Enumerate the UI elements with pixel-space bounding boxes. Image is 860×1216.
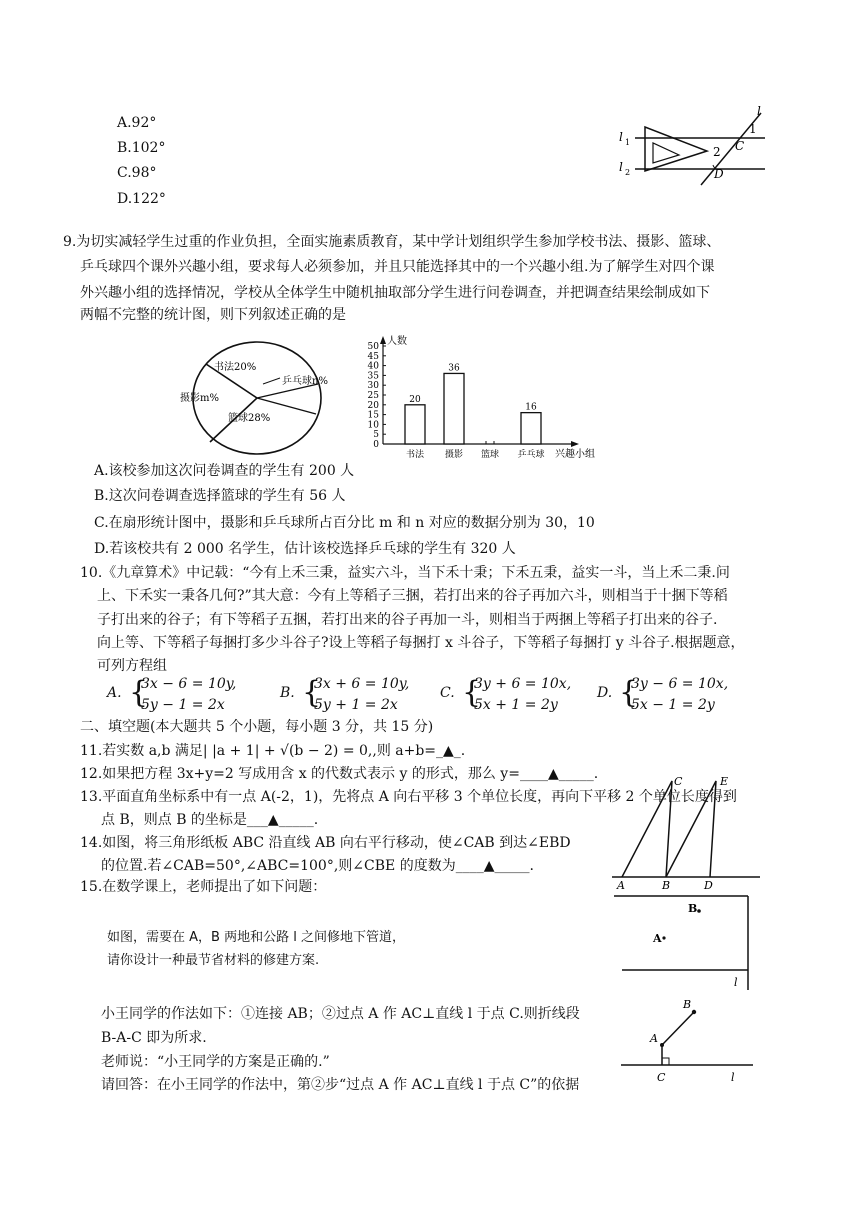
q9-line-2: 乒乓球四个课外兴趣小组，要求每人必须参加，并且只能选择其中的一个兴趣小组.为了解学生对四个课: [80, 259, 715, 275]
bar-category-label: 摄影: [444, 450, 464, 460]
q8-figure: [615, 105, 775, 190]
bar-1: [444, 373, 464, 444]
q11: 11.若实数 a,b 满足| |a + 1| + √(b − 2) = 0,,则 a+b=_▲_.: [80, 743, 466, 759]
q15-ask: 请回答：在小王同学的作法中，第②步“过点 A 作 AC⊥直线 l 于点 C”的依据: [101, 1077, 580, 1093]
q10-line-5: 可列方程组: [97, 658, 167, 674]
q8-label-l2: l: [619, 160, 623, 174]
q8-label-l: l: [757, 105, 761, 118]
q10-option-b: B. { 3x + 6 = 10y, 5y + 1 = 2x: [280, 675, 410, 713]
bar-xlabel: 兴趣小组: [555, 449, 595, 460]
q15-map-point-b: B: [688, 902, 698, 915]
q9-option-d: D.若该校共有 2 000 名学生，估计该校选择乒乓球的学生有 320 人: [94, 541, 516, 557]
q9-line-4: 两幅不完整的统计图，则下列叙述正确的是: [80, 307, 346, 323]
q15-box-line-1: 如图，需要在 A，B 两地和公路 l 之间修地下管道，: [107, 930, 405, 945]
q10-option-c: C. { 3y + 6 = 10x, 5x + 1 = 2y: [440, 675, 572, 713]
pie-label-pingpong: 乒乓球n%: [282, 376, 328, 387]
bar-data-label: 20: [409, 394, 421, 405]
bar-data-label: 36: [448, 363, 460, 374]
bar-ytick-label: 5: [373, 430, 379, 441]
bar-ytick-label: 25: [367, 391, 379, 401]
q15-map-figure: [612, 892, 760, 992]
q8-label-l1-sub: 1: [625, 138, 631, 147]
q15-box-line-2: 请你设计一种最节省材料的修建方案.: [107, 953, 320, 968]
bar-ytick-label: 50: [367, 342, 379, 352]
pie-label-sheying: 摄影m%: [180, 393, 219, 404]
q10-option-a: A. { 3x − 6 = 10y, 5y − 1 = 2x: [107, 675, 237, 713]
q15-fig-line-l: l: [731, 1071, 735, 1084]
bar-ytick-label: 40: [367, 361, 379, 372]
q9-line-3: 外兴趣小组的选择情况，学校从全体学生中随机抽取部分学生进行问卷调查，并把调查结果绘制成如下: [80, 285, 710, 301]
q9-option-c: C.在扇形统计图中，摄影和乒乓球所占百分比 m 和 n 对应的数据分别为 30，10: [94, 515, 595, 531]
bar-ytick-label: 20: [367, 400, 379, 411]
q15-construction-figure: [617, 995, 757, 1085]
q14-line-2: 的位置.若∠CAB=50°,∠ABC=100°,则∠CBE 的度数为____▲_____.: [101, 858, 534, 874]
q14-line-1: 14.如图，将三角形纸板 ABC 沿直线 AB 向右平行移动，使∠CAB 到达∠EBD: [80, 835, 571, 851]
q10-line-1: 10.《九章算术》中记载：“今有上禾三秉，益实六斗，当下禾十秉；下禾五秉，益实一斗，当上禾二秉.问: [80, 565, 730, 581]
q15-map-road-l: l: [734, 976, 738, 989]
q15-method-line-1: 小王同学的作法如下：①连接 AB；②过点 A 作 AC⊥直线 l 于点 C.则折线段: [101, 1006, 580, 1022]
q14-point-e: E: [720, 775, 729, 788]
q8-point-c: C: [735, 139, 745, 153]
q10-option-d: D. { 3y − 6 = 10x, 5x − 1 = 2y: [597, 675, 729, 713]
bar-category-label: 乒乓球: [517, 450, 545, 460]
q14-point-b: B: [662, 879, 671, 892]
bar-ytick-label: 10: [367, 420, 379, 431]
q8-option-a: A.92°: [117, 115, 157, 131]
q14-point-d: D: [704, 879, 713, 892]
q8-label-l1: l: [619, 130, 623, 144]
q8-option-c: C.98°: [117, 165, 157, 181]
bar-data-label: 16: [525, 402, 537, 413]
bar-ylabel: 人数: [387, 336, 407, 347]
q15-method-line-2: B-A-C 即为所求.: [101, 1030, 207, 1046]
q8-point-d: D: [714, 167, 724, 181]
bar-category-label: 书法: [405, 450, 425, 460]
pie-label-lanqiu: 篮球28%: [228, 413, 271, 424]
bar-3: [521, 413, 541, 444]
bar-0: [405, 405, 425, 444]
pie-label-shufa: 书法20%: [214, 362, 257, 373]
section-2-heading: 二、填空题(本大题共 5 个小题，每小题 3 分，共 15 分): [80, 719, 434, 735]
q14-point-a: A: [617, 879, 625, 892]
bar-ytick-label: 45: [367, 351, 379, 362]
q9-option-b: B.这次问卷调查选择篮球的学生有 56 人: [94, 488, 346, 504]
q13-line-2: 点 B，则点 B 的坐标是___▲_____.: [101, 812, 319, 828]
q15-fig-point-b: B: [683, 998, 692, 1011]
q10-line-4: 向上等、下等稻子每捆打多少斗谷子?设上等稻子每捆打 x 斗谷子，下等稻子每捆打 y 斗谷子.根据题意，: [97, 635, 745, 651]
q10-line-2: 上、下禾实一秉各几何?”其大意：今有上等稻子三捆，若打出来的谷子再加六斗，则相当于十捆下等稻: [97, 588, 728, 604]
q14-point-c: C: [674, 775, 683, 788]
q15-intro: 15.在数学课上，老师提出了如下问题：: [80, 879, 327, 895]
q9-option-a: A.该校参加这次问卷调查的学生有 200 人: [94, 463, 355, 479]
bar-category-label: 篮球: [480, 450, 500, 460]
q15-fig-point-c: C: [657, 1071, 666, 1084]
q9-bar-chart: [355, 332, 615, 462]
q15-teacher: 老师说：“小王同学的方案是正确的.”: [101, 1054, 330, 1070]
q9-line-1: 9.为切实减轻学生过重的作业负担，全面实施素质教育，某中学计划组织学生参加学校书法、摄影、篮球、: [63, 234, 721, 250]
q8-angle-1: 1: [749, 122, 757, 136]
bar-ytick-label: 15: [367, 410, 379, 421]
bar-ytick-label: 35: [367, 371, 379, 382]
q8-option-b: B.102°: [117, 140, 166, 156]
q9-pie-chart: [170, 340, 350, 458]
bar-ytick-label: 30: [367, 381, 379, 392]
bar-ytick-label: 0: [373, 440, 379, 450]
q14-figure: [612, 773, 762, 893]
q15-map-point-a: A: [653, 932, 662, 945]
q8-label-l2-sub: 2: [625, 168, 631, 177]
q8-option-d: D.122°: [117, 191, 166, 207]
q15-fig-point-a: A: [650, 1032, 658, 1045]
q8-angle-2: 2: [713, 145, 721, 159]
q10-line-3: 子打出来的谷子；有下等稻子五捆，若打出来的谷子再加一斗，则相当于两捆上等稻子打出来的谷子.: [97, 612, 718, 628]
q13-line-1: 13.平面直角坐标系中有一点 A(-2，1)，先将点 A 向右平移 3 个单位长度，再向下平移 2 个单位长度得到: [80, 789, 737, 805]
q12: 12.如果把方程 3x+y=2 写成用含 x 的代数式表示 y 的形式，那么 y=____▲_____.: [80, 766, 599, 782]
